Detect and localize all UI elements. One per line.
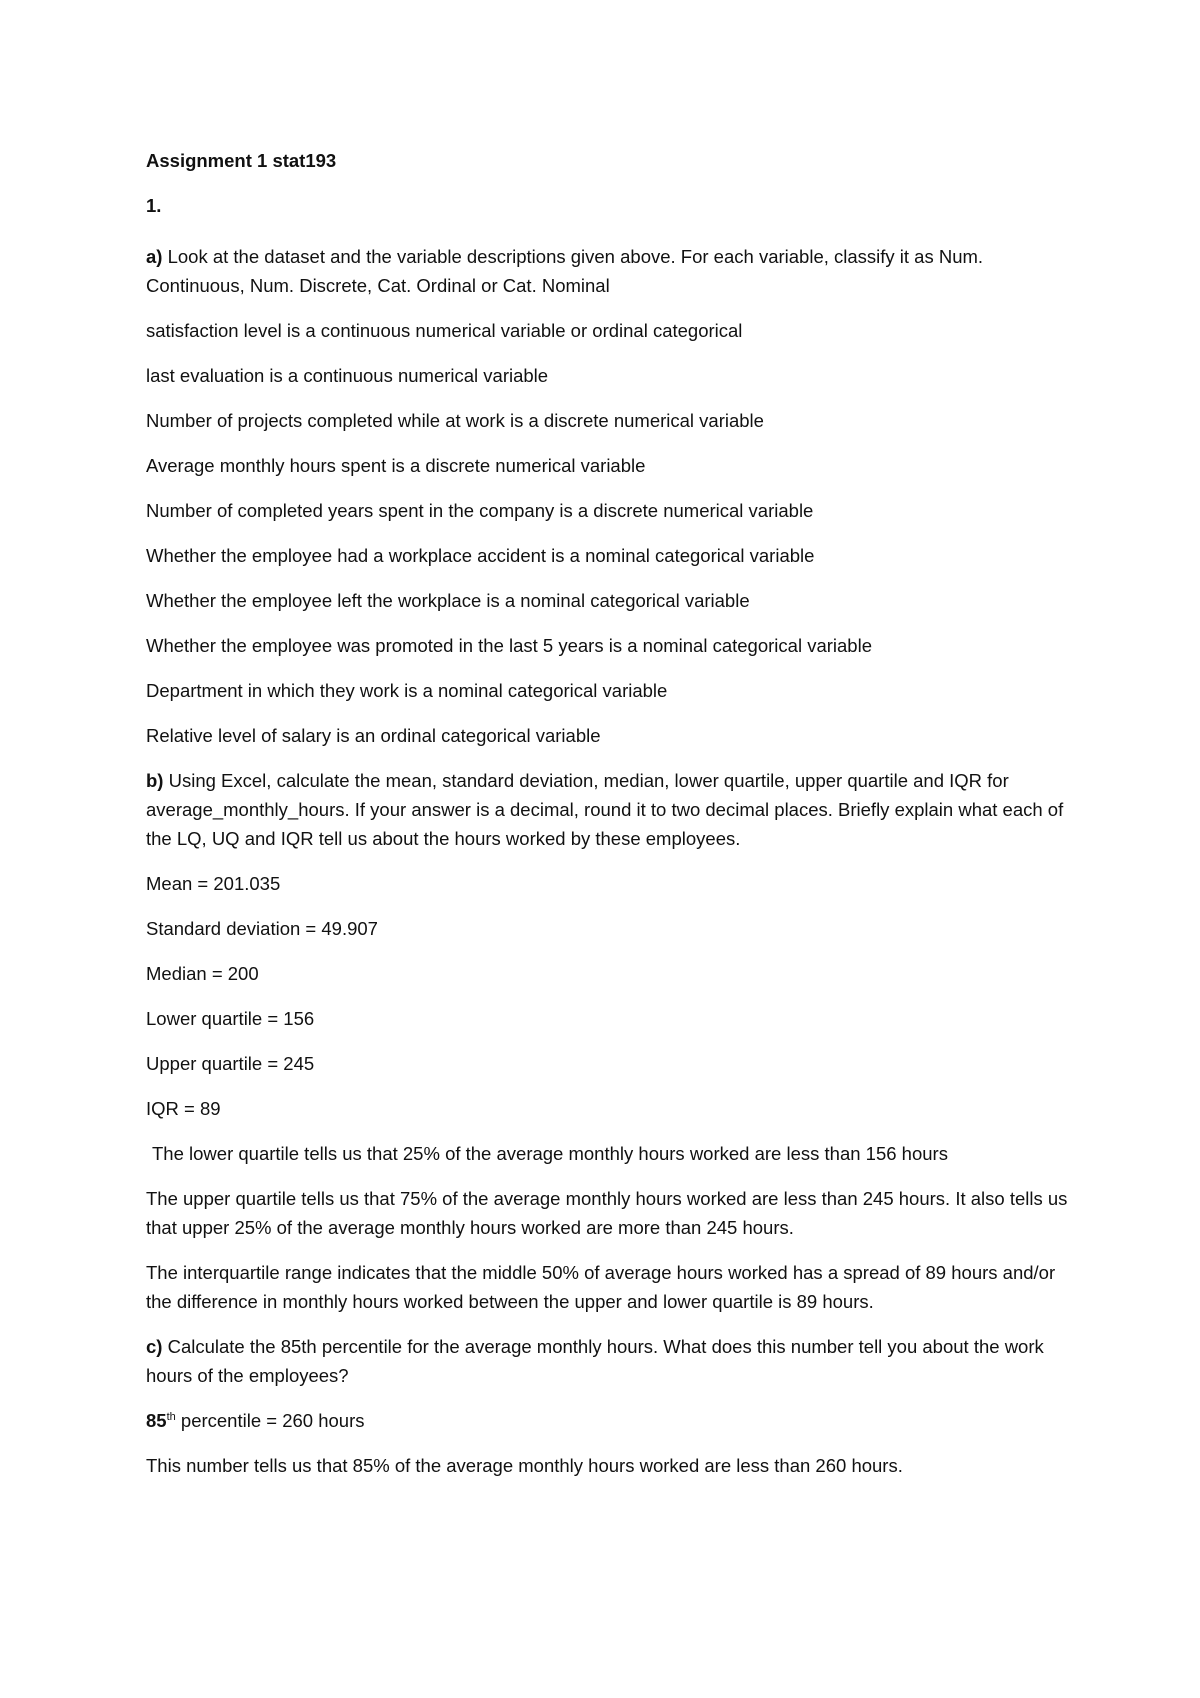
part-a-answer: Number of completed years spent in the company is a discrete numerical variable (146, 500, 814, 521)
uq-explanation: The upper quartile tells us that 75% of the average monthly hours worked are less than 245 hours. It also tells us that upper 25% of the average monthly hours worked are more than 245 hours. (146, 1188, 1068, 1238)
document-body (146, 146, 1076, 1496)
percentile-number: 85 (146, 1410, 167, 1431)
part-b-text: Using Excel, calculate the mean, standard deviation, median, lower quartile, upper quartile and IQR for average_monthly_hours. If your answer is a decimal, round it to two decimal places. Briefly explain what each of the LQ, UQ and IQR tell us about the hours worked by these employees. (146, 770, 1064, 849)
stat-upper-quartile: Upper quartile = 245 (146, 1053, 315, 1074)
question-number: 1. (146, 195, 162, 216)
part-a-answer: Relative level of salary is an ordinal categorical variable (146, 725, 601, 746)
part-a-answer: Whether the employee left the workplace is a nominal categorical variable (146, 590, 750, 611)
percentile-explanation: This number tells us that 85% of the average monthly hours worked are less than 260 hours. (146, 1455, 903, 1476)
part-b-question (146, 766, 1076, 853)
lq-explanation: The lower quartile tells us that 25% of the average monthly hours worked are less than 156 hours (152, 1143, 948, 1164)
part-a-answer: Whether the employee was promoted in the last 5 years is a nominal categorical variable (146, 635, 872, 656)
stat-median: Median = 200 (146, 963, 259, 984)
part-a-text: Look at the dataset and the variable descriptions given above. For each variable, classify it as Num. Continuous, Num. Discrete, Cat. Ordinal or Cat. Nominal (146, 246, 984, 296)
part-a-answer: Average monthly hours spent is a discrete numerical variable (146, 455, 646, 476)
part-b-label: b) (146, 770, 164, 791)
part-c-text: Calculate the 85th percentile for the average monthly hours. What does this number tell you about the work hours of the employees? (146, 1336, 1044, 1386)
part-a-answer: last evaluation is a continuous numerical variable (146, 365, 549, 386)
part-a-answer: Whether the employee had a workplace accident is a nominal categorical variable (146, 545, 815, 566)
stat-iqr: IQR = 89 (146, 1098, 221, 1119)
stat-mean: Mean = 201.035 (146, 873, 281, 894)
percentile-value: percentile = 260 hours (175, 1410, 365, 1431)
part-c-label: c) (146, 1336, 163, 1357)
percentile-ordinal: th (166, 1410, 176, 1423)
stat-lower-quartile: Lower quartile = 156 (146, 1008, 315, 1029)
part-a-answer: Number of projects completed while at work is a discrete numerical variable (146, 410, 764, 431)
part-a-answer: Department in which they work is a nominal categorical variable (146, 680, 668, 701)
part-a-answer: satisfaction level is a continuous numerical variable or ordinal categorical (146, 320, 743, 341)
percentile-answer (146, 1406, 1076, 1435)
part-a-question (146, 242, 1076, 300)
part-a-label: a) (146, 246, 163, 267)
iqr-explanation: The interquartile range indicates that the middle 50% of average hours worked has a spread of 89 hours and/or the difference in monthly hours worked between the upper and lower quartile is 89 hours. (146, 1262, 1056, 1312)
part-c-question (146, 1332, 1076, 1390)
document-title: Assignment 1 stat193 (146, 150, 337, 171)
stat-standard-deviation: Standard deviation = 49.907 (146, 918, 378, 939)
